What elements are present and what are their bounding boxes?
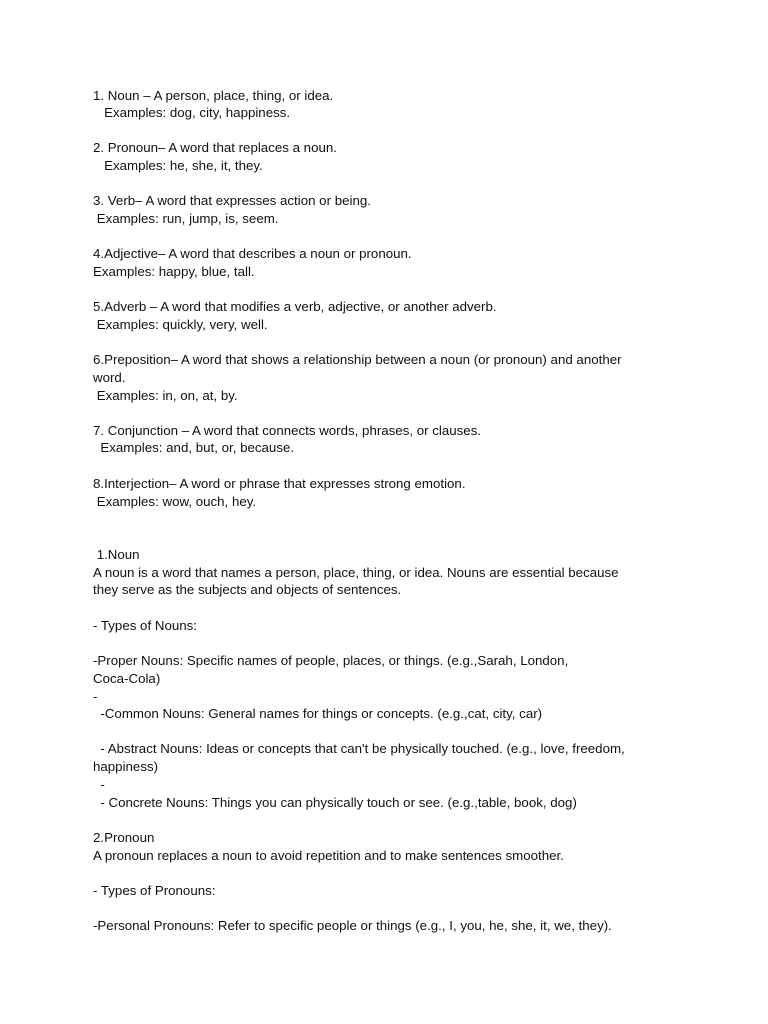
section-pronoun-heading: 2.Pronoun	[93, 830, 155, 845]
pos-interjection-examples: Examples: wow, ouch, hey.	[93, 494, 257, 509]
personal-pronouns-item: -Personal Pronouns: Refer to specific people or things (e.g., I, you, he, she, it, we, they).	[93, 918, 612, 933]
pos-conjunction-definition: 7. Conjunction – A word that connects words, phrases, or clauses.	[93, 423, 482, 438]
section-noun-heading: 1.Noun	[93, 547, 140, 562]
abstract-nouns-item-cont: happiness)	[93, 759, 159, 774]
pos-noun-examples: Examples: dog, city, happiness.	[93, 105, 291, 120]
pos-pronoun-definition: 2. Pronoun– A word that replaces a noun.	[93, 140, 337, 155]
pos-adverb-examples: Examples: quickly, very, well.	[93, 317, 268, 332]
pos-adverb-definition: 5.Adverb – A word that modifies a verb, adjective, or another adverb.	[93, 299, 497, 314]
pos-adjective-examples: Examples: happy, blue, tall.	[93, 264, 255, 279]
types-of-nouns-heading: - Types of Nouns:	[93, 618, 197, 633]
common-nouns-item: -Common Nouns: General names for things or concepts. (e.g.,cat, city, car)	[93, 706, 543, 721]
bullet-dash: -	[93, 689, 98, 704]
pos-adjective-definition: 4.Adjective– A word that describes a noun or pronoun.	[93, 246, 412, 261]
pos-interjection-definition: 8.Interjection– A word or phrase that expresses strong emotion.	[93, 476, 466, 491]
section-pronoun-paragraph: A pronoun replaces a noun to avoid repetition and to make sentences smoother.	[93, 848, 564, 863]
section-noun-paragraph: A noun is a word that names a person, place, thing, or idea. Nouns are essential because	[93, 565, 619, 580]
pos-preposition-definition: 6.Preposition– A word that shows a relationship between a noun (or pronoun) and another	[93, 352, 622, 367]
proper-nouns-item-cont: Coca-Cola)	[93, 671, 161, 686]
section-noun-paragraph-cont: they serve as the subjects and objects of sentences.	[93, 582, 402, 597]
proper-nouns-item: -Proper Nouns: Specific names of people, places, or things. (e.g.,Sarah, London,	[93, 653, 569, 668]
pos-verb-examples: Examples: run, jump, is, seem.	[93, 211, 279, 226]
pos-preposition-definition-cont: word.	[93, 370, 126, 385]
pos-verb-definition: 3. Verb– A word that expresses action or being.	[93, 193, 371, 208]
pos-conjunction-examples: Examples: and, but, or, because.	[93, 440, 295, 455]
concrete-nouns-item: - Concrete Nouns: Things you can physically touch or see. (e.g.,table, book, dog)	[93, 795, 577, 810]
pos-noun-definition: 1. Noun – A person, place, thing, or idea.	[93, 88, 334, 103]
pos-pronoun-examples: Examples: he, she, it, they.	[93, 158, 263, 173]
types-of-pronouns-heading: - Types of Pronouns:	[93, 883, 216, 898]
abstract-nouns-item: - Abstract Nouns: Ideas or concepts that can't be physically touched. (e.g., love, freedom,	[93, 741, 625, 756]
bullet-dash: -	[93, 777, 105, 792]
pos-preposition-examples: Examples: in, on, at, by.	[93, 388, 238, 403]
